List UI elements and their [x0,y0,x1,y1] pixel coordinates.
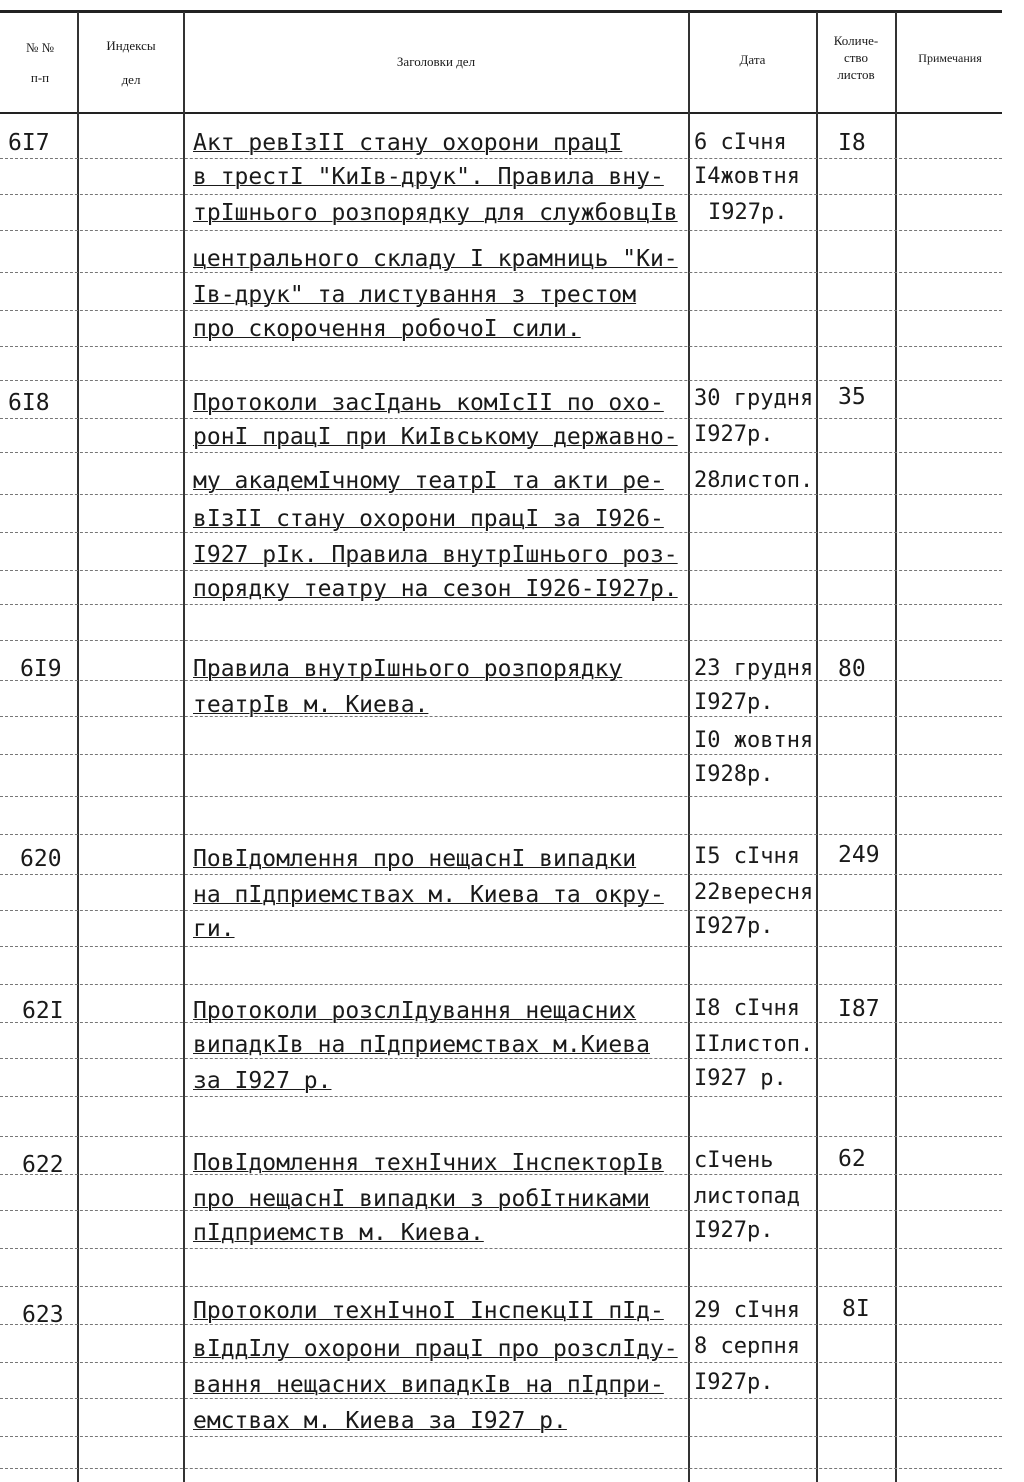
ruled-line [0,1468,1002,1469]
record-number: 6I9 [20,656,62,682]
ruled-line [0,796,1002,797]
header-index-line2: дел [121,72,141,87]
date-line: I4жовтня [694,164,800,189]
date-line: I927р. [694,422,774,447]
title-line: ронI працI при КиIвському державно- [193,424,678,450]
ruled-line [0,158,1002,159]
ruled-line [0,194,1002,195]
date-line: I8 сIчня [694,996,800,1021]
title-line: вIзII стану охорони працI за I926- [193,506,664,532]
record-number: 622 [22,1152,64,1178]
ruled-line [0,272,1002,273]
date-line: I927р. [708,200,788,225]
ruled-line [0,1362,1002,1363]
header-titles-label: Заголовки дел [396,54,476,69]
title-line: за I927 р. [193,1068,332,1094]
header-date-label: Дата [739,52,766,67]
title-line: про нещаснI випадки з робIтниками [193,1186,650,1212]
title-line: на пIдприемствах м. Киева та окру- [193,882,664,908]
title-line: Iв-друк" та листування з трестом [193,282,637,308]
sheet-count: I8 [838,130,866,156]
ruled-line [0,1058,1002,1059]
ruled-line [0,640,1002,641]
ruled-line [0,418,1002,419]
ruled-line [0,874,1002,875]
date-line: IIлистоп. [694,1032,814,1057]
title-line: випадкIв на пIдприемствах м.Киева [193,1032,650,1058]
ruled-line [0,380,1002,381]
header-number-line1: № № [25,40,55,55]
title-line: порядку театру на сезон I926-I927р. [193,576,678,602]
title-line: ги. [193,916,235,942]
title-line: Протоколи технIчноI IнспекцII пIд- [193,1298,664,1324]
title-line: ПовIдомлення технIчних IнспекторIв [193,1150,664,1176]
ruled-line [0,1436,1002,1437]
sheet-count: I87 [838,996,880,1022]
ruled-line [0,1286,1002,1287]
title-line: пIдприемств м. Киева. [193,1220,484,1246]
title-line: вання нещасних випадкIв на пIдпри- [193,1372,664,1398]
date-line: 6 сIчня [694,130,787,155]
date-line: 30 грудня [694,386,814,411]
ruled-line [0,834,1002,835]
column-divider [816,12,818,1482]
ruled-line [0,532,1002,533]
title-line: трIшнього розпорядку для службовцIв [193,200,678,226]
date-line: 28листоп. [694,468,814,493]
ruled-line [0,494,1002,495]
title-line: ПовIдомлення про нещаснI випадки [193,846,637,872]
title-line: емствах м. Киева за I927 р. [193,1408,567,1434]
column-divider [688,12,690,1482]
title-line: вIддIлу охорони працI про розслIду- [193,1336,678,1362]
header-notes-label: Примечания [918,51,982,65]
date-line: 23 грудня [694,656,814,681]
column-divider [895,12,897,1482]
header-sheets-line1: Количе- [833,33,879,48]
date-line: I0 жовтня [694,728,814,753]
ruled-line [0,452,1002,453]
ruled-line [0,754,1002,755]
title-line: Акт ревIзII стану охорони працI [193,130,623,156]
title-line: му академIчному театрI та акти ре- [193,468,664,494]
sheet-count: 80 [838,656,866,682]
ruled-line [0,604,1002,605]
column-divider [77,12,79,1482]
ruled-line [0,230,1002,231]
record-number: 6I7 [8,130,50,156]
title-line: про скорочення робочоI сили. [193,316,581,342]
date-line: 8 серпня [694,1334,800,1359]
date-line: I927 р. [694,1066,787,1091]
title-line: театрIв м. Киева. [193,692,429,718]
date-line: 29 сIчня [694,1298,800,1323]
date-line: I927р. [694,914,774,939]
sheet-count: 35 [838,384,866,410]
header-sheets-line3: листов [837,67,875,82]
header-border [0,112,1002,114]
ruled-line [0,716,1002,717]
ruled-line [0,984,1002,985]
ruled-line [0,1136,1002,1137]
sheet-count: 249 [838,842,880,868]
title-line: Правила внутрIшнього розпорядку [193,656,623,682]
date-line: 22вересня [694,880,814,905]
ruled-line [0,1248,1002,1249]
sheet-count: 62 [838,1146,866,1172]
ruled-line [0,1096,1002,1097]
ruled-line [0,910,1002,911]
date-line: сIчень [694,1148,774,1173]
column-divider [183,12,185,1482]
date-line: листопад [694,1184,800,1209]
header-sheets-line2: ство [843,50,868,65]
top-border [0,10,1002,13]
header-titles [185,52,687,72]
record-number: 62I [22,998,64,1024]
header-number [5,38,75,88]
date-line: I927р. [694,1370,774,1395]
record-number: 623 [22,1302,64,1328]
title-line: в трестI "КиIв-друк". Правила вну- [193,164,664,190]
title-line: Протоколи розслIдування нещасних [193,998,637,1024]
header-date [690,50,815,70]
date-line: I5 сIчня [694,844,800,869]
ruled-line [0,946,1002,947]
header-index [80,36,182,90]
date-line: I927р. [694,690,774,715]
header-notes [896,48,1004,68]
record-number: 6I8 [8,390,50,416]
ruled-line [0,310,1002,311]
date-line: I927р. [694,1218,774,1243]
header-sheets [818,32,894,83]
title-line: центрального складу I крамниць "Ки- [193,246,678,272]
header-index-line1: Индексы [106,38,156,53]
record-number: 620 [20,846,62,872]
ruled-line [0,346,1002,347]
date-line: I928р. [694,762,774,787]
ruled-line [0,1324,1002,1325]
sheet-count: 8I [842,1296,870,1322]
title-line: Протоколи засIдань комIсII по охо- [193,390,664,416]
ruled-line [0,1398,1002,1399]
ruled-line [0,570,1002,571]
header-number-line2: п-п [30,70,50,85]
title-line: I927 рIк. Правила внутрIшнього роз- [193,542,678,568]
